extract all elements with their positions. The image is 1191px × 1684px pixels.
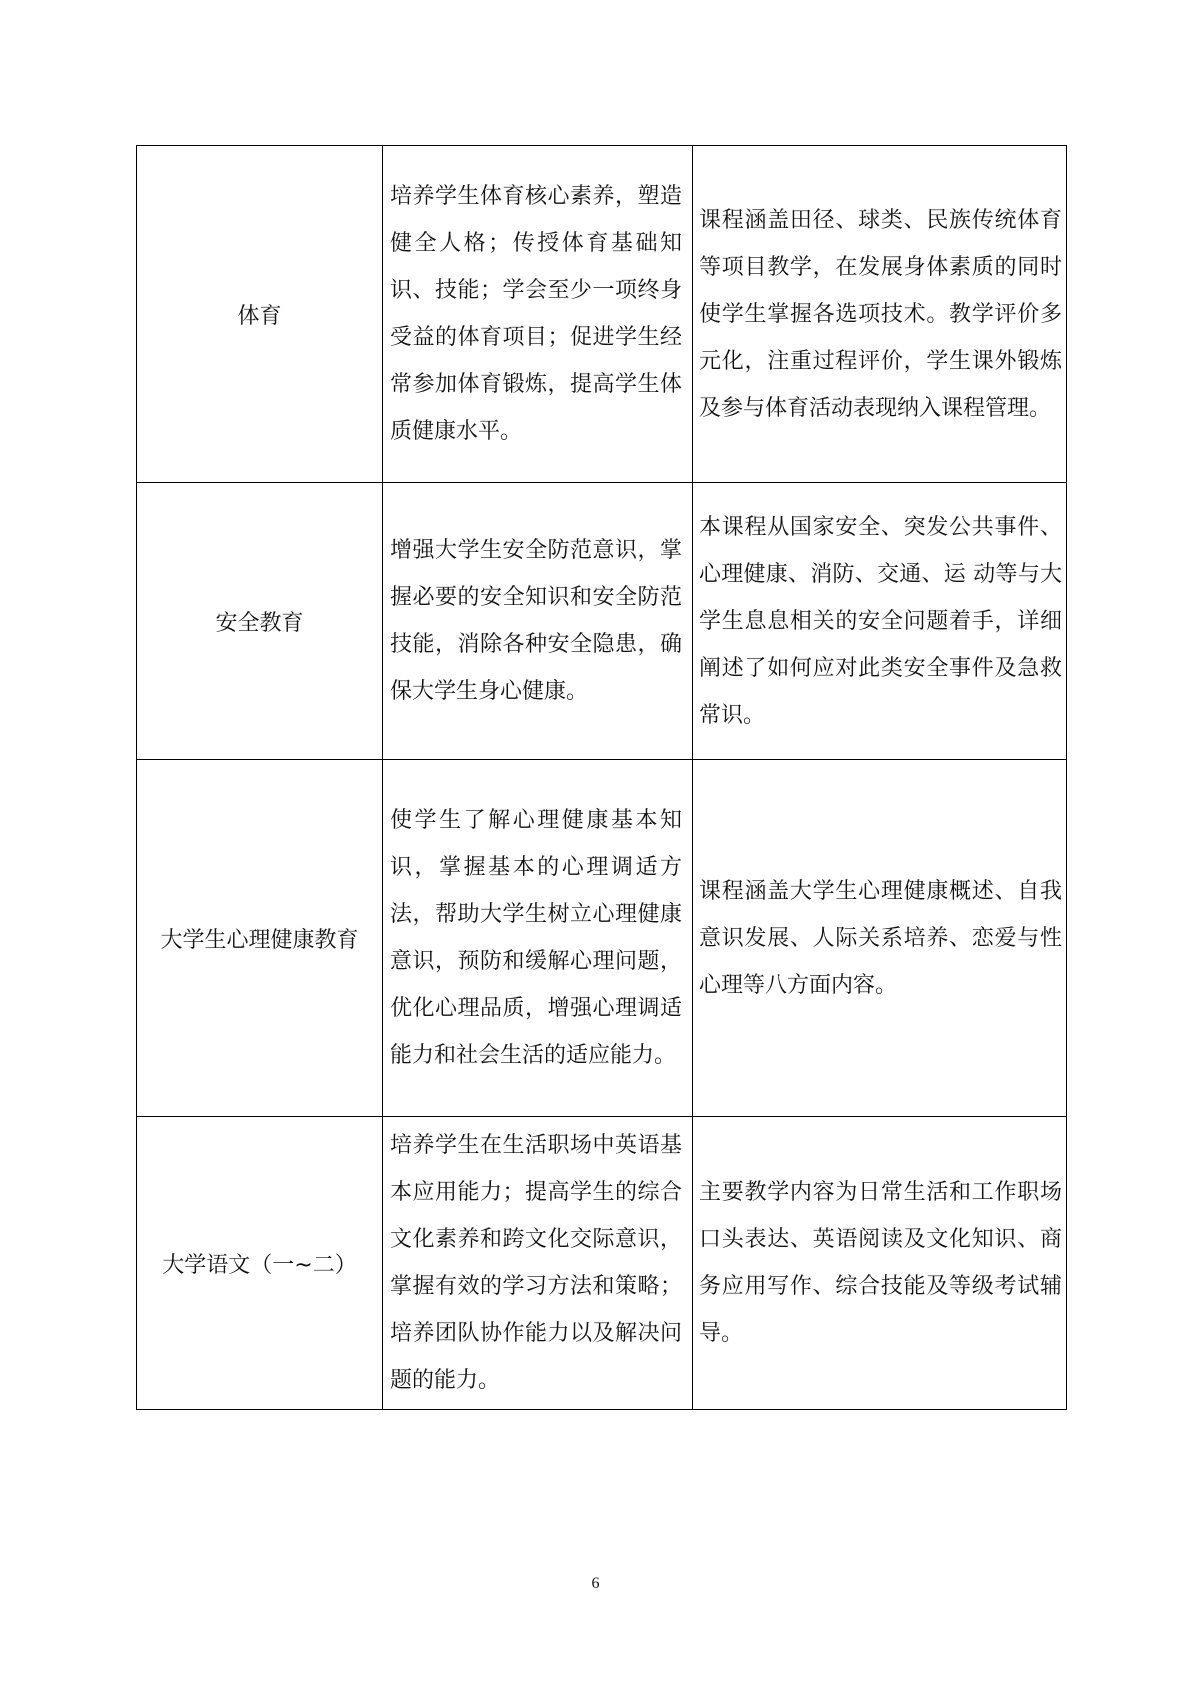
table-row [137,483,1067,760]
course-name: 大学语文（一~二） [137,1117,383,1410]
course-table [136,145,1067,1410]
course-goal: 增强大学生安全防范意识，掌握必要的安全知识和安全防范技能，消除各种安全隐患，确保大学生身心健康。 [383,483,693,760]
course-goal: 培养学生体育核心素养，塑造健全人格；传授体育基础知识、技能；学会至少一项终身受益的体育项目；促进学生经常参加体育锻炼，提高学生体质健康水平。 [383,146,693,483]
course-name: 体育 [137,146,383,483]
course-content: 主要教学内容为日常生活和工作职场口头表达、英语阅读及文化知识、商务应用写作、综合技能及等级考试辅导。 [693,1117,1067,1410]
course-name: 大学生心理健康教育 [137,760,383,1117]
course-content: 本课程从国家安全、突发公共事件、心理健康、消防、交通、运 动等与大学生息息相关的安全问题着手，详细阐述了如何应对此类安全事件及急救常识。 [693,483,1067,760]
page-number: 6 [591,1575,600,1592]
table-row [137,1117,1067,1410]
table-row [137,760,1067,1117]
course-content: 课程涵盖大学生心理健康概述、自我意识发展、人际关系培养、恋爱与性心理等八方面内容。 [693,760,1067,1117]
course-goal: 培养学生在生活职场中英语基本应用能力；提高学生的综合文化素养和跨文化交际意识，掌握有效的学习方法和策略；培养团队协作能力以及解决问题的能力。 [383,1117,693,1410]
course-name: 安全教育 [137,483,383,760]
table-row [137,146,1067,483]
course-content: 课程涵盖田径、球类、民族传统体育等项目教学，在发展身体素质的同时使学生掌握各选项技术。教学评价多元化，注重过程评价，学生课外锻炼及参与体育活动表现纳入课程管理。 [693,146,1067,483]
course-goal: 使学生了解心理健康基本知识，掌握基本的心理调适方法，帮助大学生树立心理健康意识，预防和缓解心理问题，优化心理品质，增强心理调适能力和社会生活的适应能力。 [383,760,693,1117]
